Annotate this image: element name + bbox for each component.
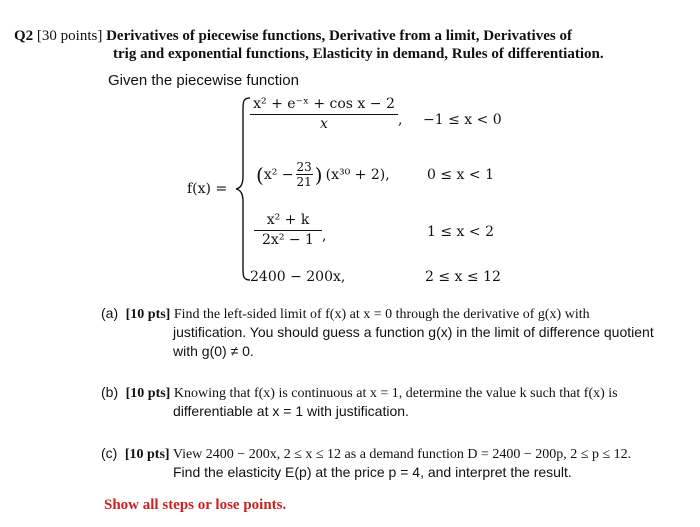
question-a-line-1 — [101, 305, 590, 323]
case-1-condition: −1 ≤ x < 0 — [423, 112, 502, 128]
question-heading — [14, 28, 572, 45]
question-b-text-1: Knowing that f(x) is continuous at x = 1, determine the value k such that f(x) is — [173, 386, 618, 401]
question-c-points: [10 pts] — [124, 447, 170, 462]
question-c-text-1: View 2400 − 200x, 2 ≤ x ≤ 12 as a demand function D = 2400 − 200p, 2 ≤ p ≤ 12. — [172, 447, 632, 462]
question-b-points: [10 pts] — [125, 386, 171, 401]
case-2-pre: x² − — [263, 166, 294, 183]
question-a-label: (a) — [101, 305, 119, 321]
question-a-text-3: with g(0) ≠ 0. — [173, 343, 254, 359]
case-4-condition: 2 ≤ x ≤ 12 — [425, 269, 501, 285]
warning-text: Show all steps or lose points. — [104, 497, 287, 513]
question-b-line-1 — [101, 384, 618, 402]
case-3-numerator: x² + k — [266, 212, 310, 228]
case-2-inner-fraction — [296, 160, 313, 189]
question-a-points: [10 pts] — [125, 307, 171, 322]
case-2-close-paren: ) — [314, 162, 323, 187]
question-c-label: (c) — [101, 445, 118, 461]
question-title-line-1: Derivatives of piecewise functions, Derivative from a limit, Derivatives of — [106, 28, 572, 44]
question-c-line-1 — [101, 445, 631, 463]
case-3-fraction — [254, 212, 322, 248]
question-title-line-2: trig and exponential functions, Elasticity in demand, Rules of differentiation. — [113, 46, 604, 62]
case-4-expression: 2400 − 200x, — [250, 269, 346, 285]
case-1-fraction — [250, 96, 398, 132]
question-b-text-2: differentiable at x = 1 with justification. — [173, 403, 409, 419]
case-1-comma: , — [398, 112, 403, 128]
case-2-inner-numerator: 23 — [296, 160, 312, 174]
case-3-condition: 1 ≤ x < 2 — [427, 224, 494, 240]
question-c-text-2: Find the elasticity E(p) at the price p = 4, and interpret the result. — [173, 464, 572, 480]
question-a-text-2: justification. You should guess a function g(x) in the limit of difference quotient — [173, 324, 654, 340]
case-3-comma: , — [322, 228, 327, 244]
case-2-condition: 0 ≤ x < 1 — [427, 167, 494, 183]
question-label: Q2 — [14, 28, 34, 44]
function-lhs: f(x) = — [187, 181, 228, 197]
case-2-expression — [256, 160, 390, 189]
case-2-inner-denominator: 21 — [296, 175, 312, 189]
case-3-denominator: 2x² − 1 — [262, 232, 314, 248]
question-points: [30 points] — [36, 28, 103, 44]
case-2-post: (x³⁰ + 2), — [325, 166, 390, 183]
intro-text: Given the piecewise function — [108, 72, 299, 89]
question-b-label: (b) — [101, 384, 119, 400]
case-2-open-paren: ( — [256, 162, 264, 187]
case-1-denominator: x — [320, 116, 328, 132]
question-a-text-1: Find the left-sided limit of f(x) at x = 0 through the derivative of g(x) with — [173, 307, 590, 322]
case-1-numerator: x² + e⁻ˣ + cos x − 2 — [253, 96, 395, 112]
